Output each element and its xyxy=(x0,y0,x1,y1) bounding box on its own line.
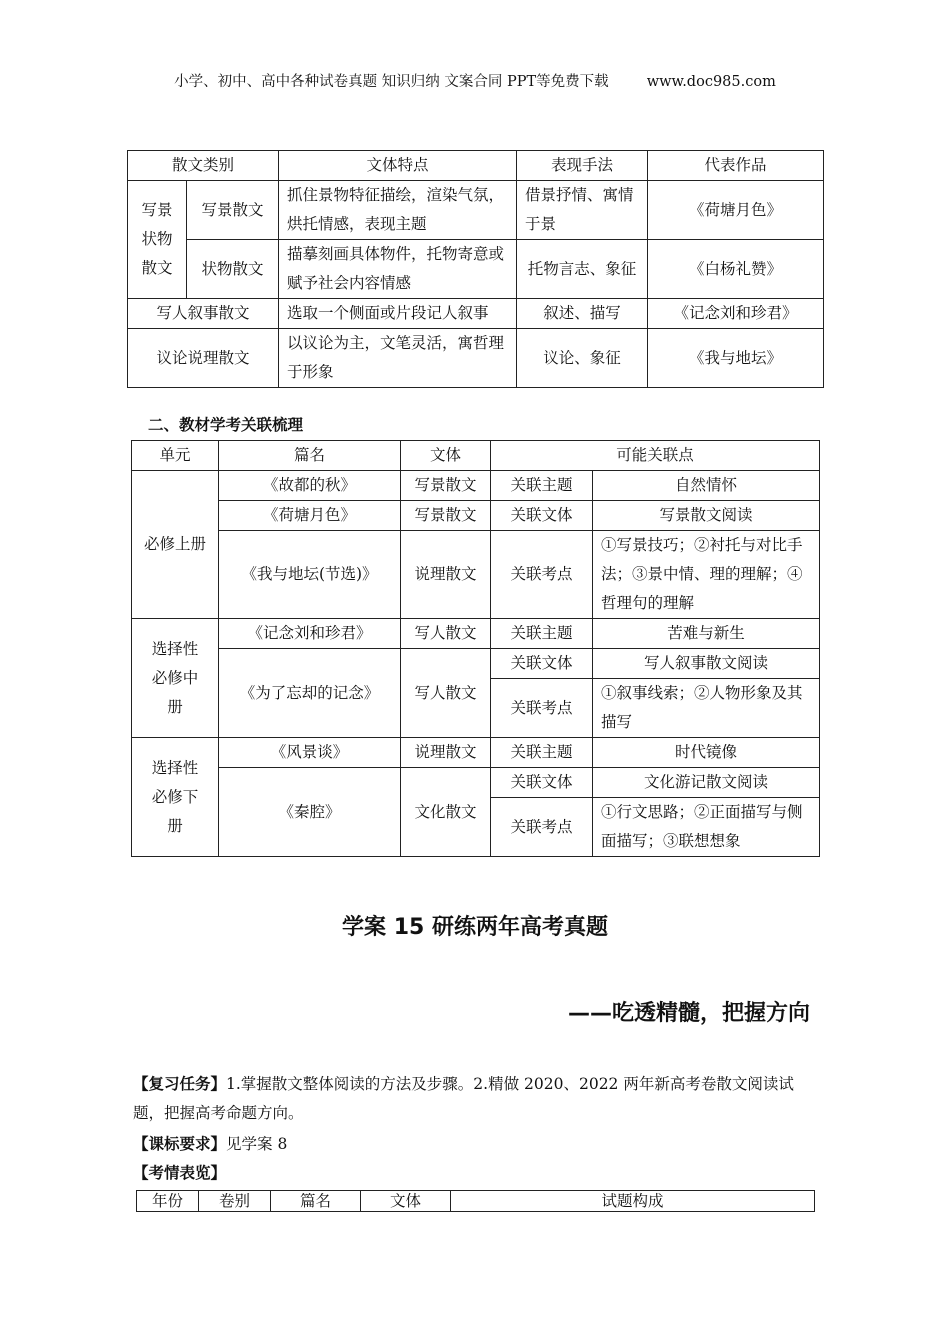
table1-sub: 写景散文 xyxy=(187,181,279,240)
prose-category-table xyxy=(127,150,824,388)
table2-value: 写景散文阅读 xyxy=(593,501,820,531)
table2-header-link: 可能关联点 xyxy=(491,441,820,471)
table1-method: 议论、象征 xyxy=(517,329,648,388)
table2-unit: 选择性必修下册 xyxy=(132,738,219,857)
table1-feature: 选取一个侧面或片段记人叙事 xyxy=(279,299,517,329)
page-header xyxy=(0,70,950,91)
table1-work: 《我与地坛》 xyxy=(648,329,824,388)
table1-group-label: 写景状物散文 xyxy=(128,181,187,299)
table1-feature: 描摹刻画具体物件，托物寄意或赋予社会内容情感 xyxy=(279,240,517,299)
page-subtitle: ——吃透精髓，把握方向 xyxy=(567,1001,810,1026)
curriculum-standard xyxy=(133,1130,823,1159)
table2-key: 关联考点 xyxy=(491,679,593,738)
standard-text: 见学案 8 xyxy=(226,1135,288,1153)
table1-work: 《白杨礼赞》 xyxy=(648,240,824,299)
review-text: 1.掌握散文整体阅读的方法及步骤。2.精做 2020、2022 两年新高考卷散文阅读试题，把握高考命题方向。 xyxy=(133,1075,794,1122)
table2-key: 关联文体 xyxy=(491,501,593,531)
table2-genre: 说理散文 xyxy=(401,531,491,619)
table2-title: 《风景谈》 xyxy=(219,738,401,768)
table2-header-genre: 文体 xyxy=(401,441,491,471)
table2-header-unit: 单元 xyxy=(132,441,219,471)
table1-sub: 议论说理散文 xyxy=(128,329,279,388)
header-url: www.doc985.com xyxy=(646,74,776,90)
table2-header-title: 篇名 xyxy=(219,441,401,471)
table2-title: 《我与地坛(节选)》 xyxy=(219,531,401,619)
table2-title: 《荷塘月色》 xyxy=(219,501,401,531)
table3-header-year: 年份 xyxy=(137,1191,199,1212)
table2-genre: 写人散文 xyxy=(401,619,491,649)
table2-value: ①行文思路；②正面描写与侧面描写；③联想想象 xyxy=(593,798,820,857)
review-task xyxy=(133,1070,823,1128)
table2-key: 关联考点 xyxy=(491,798,593,857)
table2-key: 关联考点 xyxy=(491,531,593,619)
table1-method: 叙述、描写 xyxy=(517,299,648,329)
table1-sub: 写人叙事散文 xyxy=(128,299,279,329)
table2-value: 时代镜像 xyxy=(593,738,820,768)
table2-title: 《秦腔》 xyxy=(219,768,401,857)
table2-value: 苦难与新生 xyxy=(593,619,820,649)
page-title: 学案 15 研练两年高考真题 xyxy=(342,915,608,940)
table2-key: 关联主题 xyxy=(491,471,593,501)
standard-label: 【课标要求】 xyxy=(133,1135,227,1153)
exam-overview-table xyxy=(136,1190,815,1212)
table2-value: 写人叙事散文阅读 xyxy=(593,649,820,679)
table2-genre: 写景散文 xyxy=(401,501,491,531)
table1-feature: 以议论为主，文笔灵活，寓哲理于形象 xyxy=(279,329,517,388)
table2-genre: 说理散文 xyxy=(401,738,491,768)
header-left-text: 小学、初中、高中各种试卷真题 知识归纳 文案合同 PPT等免费下载 xyxy=(174,74,609,90)
table2-value: 文化游记散文阅读 xyxy=(593,768,820,798)
table2-value: 自然情怀 xyxy=(593,471,820,501)
textbook-link-table xyxy=(131,440,820,857)
table2-title: 《为了忘却的记念》 xyxy=(219,649,401,738)
table2-value: ①写景技巧；②衬托与对比手法；③景中情、理的理解；④哲理句的理解 xyxy=(593,531,820,619)
exam-overview xyxy=(133,1159,823,1188)
table1-header-method: 表现手法 xyxy=(517,151,648,181)
table1-work: 《记念刘和珍君》 xyxy=(648,299,824,329)
table2-genre: 文化散文 xyxy=(401,768,491,857)
table2-unit: 选择性必修中册 xyxy=(132,619,219,738)
table2-genre: 写景散文 xyxy=(401,471,491,501)
table3-header-paper: 卷别 xyxy=(199,1191,271,1212)
table2-genre: 写人散文 xyxy=(401,649,491,738)
overview-label: 【考情表览】 xyxy=(133,1164,227,1182)
table1-sub: 状物散文 xyxy=(187,240,279,299)
section-heading: 二、教材学考关联梳理 xyxy=(148,416,304,434)
table2-value: ①叙事线索；②人物形象及其描写 xyxy=(593,679,820,738)
table1-feature: 抓住景物特征描绘，渲染气氛，烘托情感，表现主题 xyxy=(279,181,517,240)
table1-work: 《荷塘月色》 xyxy=(648,181,824,240)
review-label: 【复习任务】 xyxy=(133,1075,227,1093)
table1-header-category: 散文类别 xyxy=(128,151,279,181)
table2-unit: 必修上册 xyxy=(132,471,219,619)
table2-key: 关联文体 xyxy=(491,649,593,679)
table2-key: 关联主题 xyxy=(491,619,593,649)
table1-header-work: 代表作品 xyxy=(648,151,824,181)
table2-key: 关联主题 xyxy=(491,738,593,768)
table2-title: 《记念刘和珍君》 xyxy=(219,619,401,649)
table2-title: 《故都的秋》 xyxy=(219,471,401,501)
table1-method: 借景抒情、寓情于景 xyxy=(517,181,648,240)
table3-header-title: 篇名 xyxy=(271,1191,361,1212)
table1-method: 托物言志、象征 xyxy=(517,240,648,299)
table3-header-structure: 试题构成 xyxy=(451,1191,815,1212)
table2-key: 关联文体 xyxy=(491,768,593,798)
table3-header-genre: 文体 xyxy=(361,1191,451,1212)
table1-header-feature: 文体特点 xyxy=(279,151,517,181)
